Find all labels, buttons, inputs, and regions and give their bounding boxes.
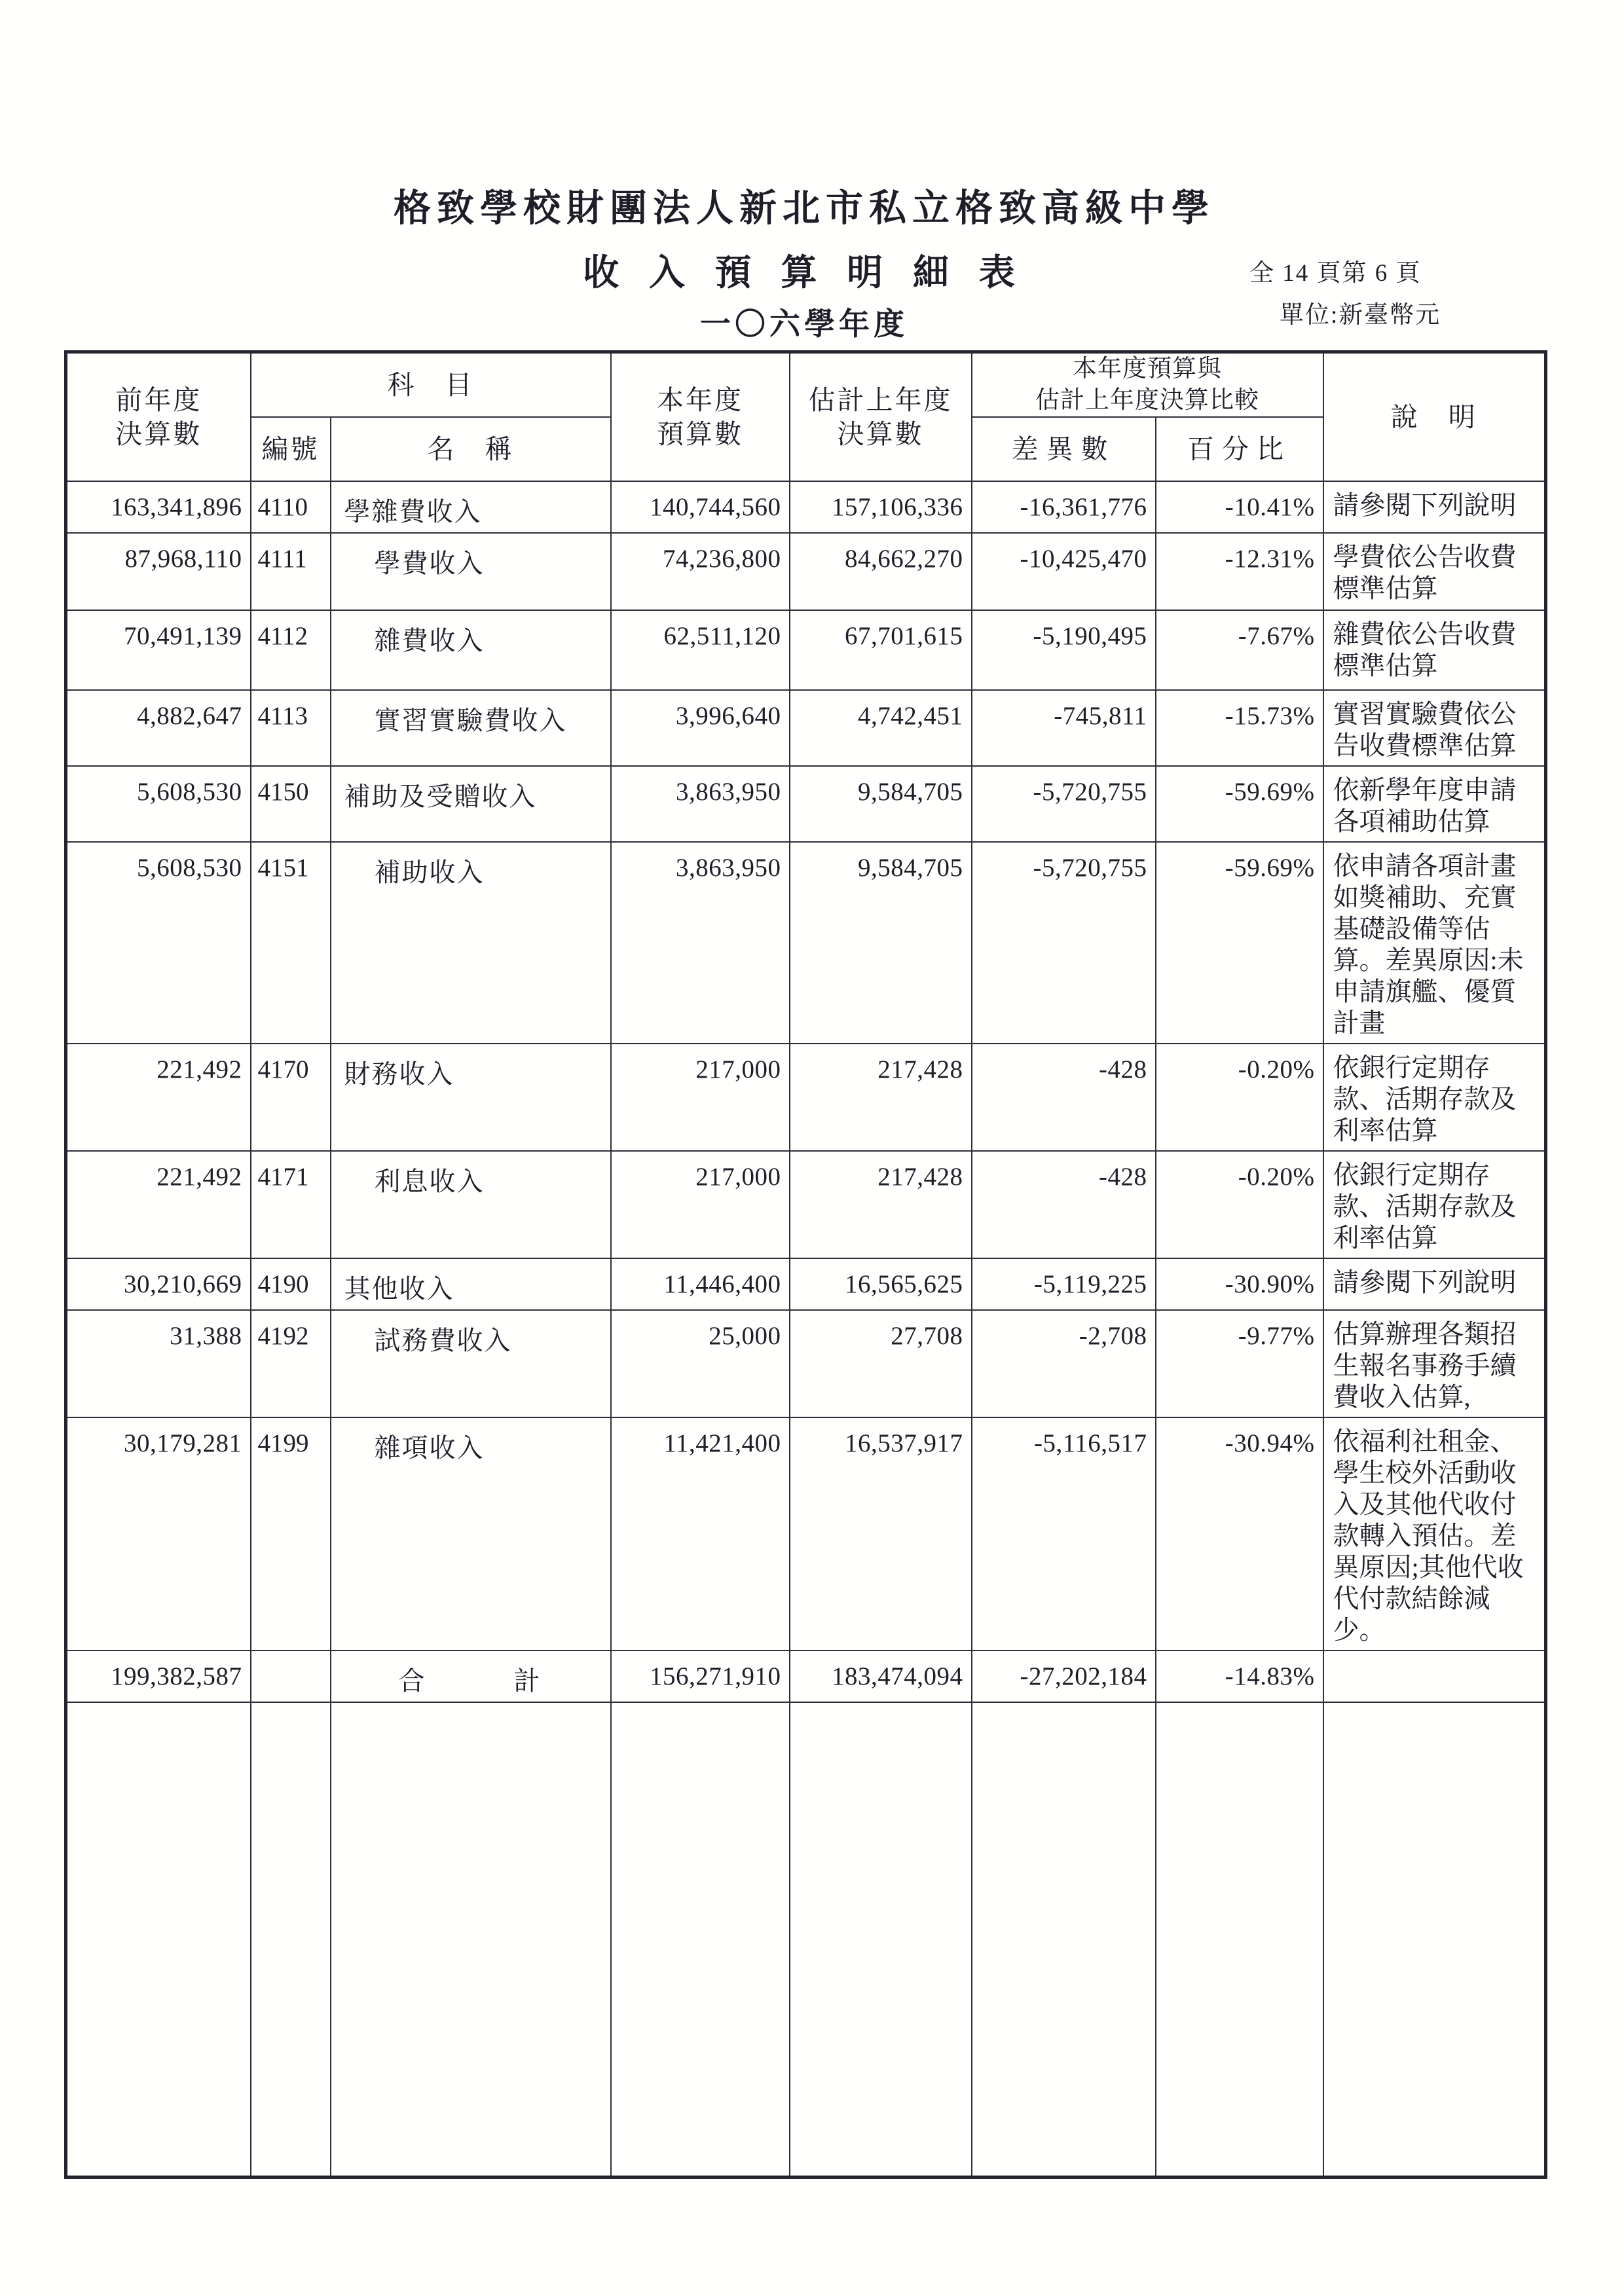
cell-empty: [1156, 1702, 1323, 2177]
cell-prev-final: 5,608,530: [66, 766, 251, 842]
cell-prev-final: 221,492: [66, 1044, 251, 1151]
table-row-4150: [66, 766, 1546, 842]
table-row-4113: [66, 690, 1546, 766]
header-est-prev: [790, 352, 972, 482]
cell-prev-final: 163,341,896: [66, 481, 251, 533]
cell-code: 4151: [251, 842, 331, 1044]
header-pct: 百分比: [1156, 417, 1323, 481]
cell-name: 雜費收入: [331, 610, 611, 690]
cell-note: 依申請各項計畫如獎補助、充實基礎設備等估算。差異原因:未申請旗艦、優質計畫: [1323, 842, 1546, 1044]
cell-est: 217,428: [790, 1044, 972, 1151]
cell-name: 試務費收入: [331, 1310, 611, 1417]
page-indicator: 全 14 頁第 6 頁: [1249, 260, 1422, 287]
cell-note: 依新學年度申請各項補助估算: [1323, 766, 1546, 842]
table-row-4171: [66, 1151, 1546, 1258]
cell-note: 估算辦理各類招生報名事務手續費收入估算,: [1323, 1310, 1546, 1417]
table-row-4151: [66, 842, 1546, 1044]
cell-prev-final: 31,388: [66, 1310, 251, 1417]
cell-budget: 3,863,950: [611, 766, 790, 842]
cell-est: 67,701,615: [790, 610, 972, 690]
cell-name: 實習實驗費收入: [331, 690, 611, 766]
cell-code: 4199: [251, 1417, 331, 1650]
cell-empty: [790, 1702, 972, 2177]
cell-diff: -5,190,495: [972, 610, 1156, 690]
header-est-prev-line2: 決算數: [837, 419, 924, 449]
cell-code: 4113: [251, 690, 331, 766]
header-note: 說 明: [1323, 352, 1546, 482]
cell-budget: 11,446,400: [611, 1258, 790, 1310]
cell-prev-final: 199,382,587: [66, 1650, 251, 1702]
cell-budget: 3,996,640: [611, 690, 790, 766]
cell-budget: 3,863,950: [611, 842, 790, 1044]
header-prev-year: [66, 352, 251, 482]
header-prev-year-line2: 決算數: [115, 419, 202, 449]
header-current-budget: [611, 352, 790, 482]
cell-pct: -0.20%: [1156, 1044, 1323, 1151]
cell-budget: 217,000: [611, 1044, 790, 1151]
cell-prev-final: 87,968,110: [66, 533, 251, 610]
cell-diff: -5,720,755: [972, 766, 1156, 842]
header-row-top: [66, 352, 1546, 418]
cell-empty: [331, 1702, 611, 2177]
cell-prev-final: 30,179,281: [66, 1417, 251, 1650]
cell-prev-final: 221,492: [66, 1151, 251, 1258]
cell-code: 4110: [251, 481, 331, 533]
cell-budget: 62,511,120: [611, 610, 790, 690]
cell-note: 雜費依公告收費標準估算: [1323, 610, 1546, 690]
table-row-empty: [66, 1702, 1546, 2177]
cell-empty: [611, 1702, 790, 2177]
cell-est: 183,474,094: [790, 1650, 972, 1702]
page-meta: [1249, 253, 1441, 337]
cell-code: 4190: [251, 1258, 331, 1310]
cell-pct: -15.73%: [1156, 690, 1323, 766]
table-row-4110: [66, 481, 1546, 533]
academic-year: 一〇六學年度: [700, 308, 908, 342]
header-comparison-line2: 估計上年度決算比較: [1035, 387, 1259, 414]
cell-pct: -59.69%: [1156, 766, 1323, 842]
cell-prev-final: 30,210,669: [66, 1258, 251, 1310]
cell-diff: -428: [972, 1044, 1156, 1151]
header-prev-year-line1: 前年度: [115, 385, 202, 415]
cell-diff: -5,119,225: [972, 1258, 1156, 1310]
table-row-4192: [66, 1310, 1546, 1417]
cell-pct: -30.94%: [1156, 1417, 1323, 1650]
cell-name: 補助及受贈收入: [331, 766, 611, 842]
cell-diff: -5,720,755: [972, 842, 1156, 1044]
cell-empty: [251, 1702, 331, 2177]
cell-budget: 11,421,400: [611, 1417, 790, 1650]
cell-pct: -59.69%: [1156, 842, 1323, 1044]
table-row-4190: [66, 1258, 1546, 1310]
cell-note: 依銀行定期存款、活期存款及利率估算: [1323, 1044, 1546, 1151]
cell-code: 4171: [251, 1151, 331, 1258]
cell-name: 其他收入: [331, 1258, 611, 1310]
header-name: 名 稱: [331, 417, 611, 481]
cell-name: 學費收入: [331, 533, 611, 610]
cell-code: [251, 1650, 331, 1702]
cell-est: 27,708: [790, 1310, 972, 1417]
report-title: 收 入 預 算 明 細 表: [583, 253, 1025, 293]
cell-budget: 25,000: [611, 1310, 790, 1417]
header-comparison: [972, 352, 1323, 418]
cell-est: 4,742,451: [790, 690, 972, 766]
cell-name: 財務收入: [331, 1044, 611, 1151]
cell-diff: -10,425,470: [972, 533, 1156, 610]
header-current-budget-line1: 本年度: [657, 385, 743, 415]
cell-est: 157,106,336: [790, 481, 972, 533]
cell-code: 4111: [251, 533, 331, 610]
cell-pct: -30.90%: [1156, 1258, 1323, 1310]
cell-pct: -12.31%: [1156, 533, 1323, 610]
cell-est: 9,584,705: [790, 842, 972, 1044]
unit-label: 單位:新臺幣元: [1280, 302, 1441, 329]
cell-diff: -27,202,184: [972, 1650, 1156, 1702]
cell-est: 16,565,625: [790, 1258, 972, 1310]
cell-est: 16,537,917: [790, 1417, 972, 1650]
cell-name: 利息收入: [331, 1151, 611, 1258]
header-est-prev-line1: 估計上年度: [808, 385, 953, 415]
cell-code: 4150: [251, 766, 331, 842]
cell-name: 學雜費收入: [331, 481, 611, 533]
cell-prev-final: 70,491,139: [66, 610, 251, 690]
cell-est: 217,428: [790, 1151, 972, 1258]
cell-note: 依福利社租金、學生校外活動收入及其他代收付款轉入預估。差異原因;其他代收代付款結餘減少。: [1323, 1417, 1546, 1650]
cell-empty: [972, 1702, 1156, 2177]
cell-budget: 140,744,560: [611, 481, 790, 533]
cell-note: 學費依公告收費標準估算: [1323, 533, 1546, 610]
cell-pct: -9.77%: [1156, 1310, 1323, 1417]
header-diff: 差異數: [972, 417, 1156, 481]
budget-table: [64, 350, 1547, 2179]
cell-est: 9,584,705: [790, 766, 972, 842]
school-name: 格致學校財團法人新北市私立格致高級中學: [394, 188, 1215, 229]
header-comparison-line1: 本年度預算與: [1073, 355, 1222, 382]
cell-code: 4170: [251, 1044, 331, 1151]
cell-diff: -2,708: [972, 1310, 1156, 1417]
header-current-budget-line2: 預算數: [657, 419, 743, 449]
cell-pct: -14.83%: [1156, 1650, 1323, 1702]
cell-pct: -0.20%: [1156, 1151, 1323, 1258]
cell-diff: -428: [972, 1151, 1156, 1258]
table-row-4170: [66, 1044, 1546, 1151]
cell-name: 補助收入: [331, 842, 611, 1044]
cell-prev-final: 5,608,530: [66, 842, 251, 1044]
cell-prev-final: 4,882,647: [66, 690, 251, 766]
cell-note: 請參閱下列說明: [1323, 481, 1546, 533]
cell-name: 雜項收入: [331, 1417, 611, 1650]
header-code: 編號: [251, 417, 331, 481]
cell-note: 依銀行定期存款、活期存款及利率估算: [1323, 1151, 1546, 1258]
table-row-4111: [66, 533, 1546, 610]
cell-note: 實習實驗費依公告收費標準估算: [1323, 690, 1546, 766]
table-row-total: [66, 1650, 1546, 1702]
table-row-4112: [66, 610, 1546, 690]
cell-diff: -5,116,517: [972, 1417, 1156, 1650]
cell-note: [1323, 1650, 1546, 1702]
table-row-4199: [66, 1417, 1546, 1650]
cell-note: 請參閱下列說明: [1323, 1258, 1546, 1310]
cell-budget: 74,236,800: [611, 533, 790, 610]
cell-empty: [66, 1702, 251, 2177]
cell-diff: -745,811: [972, 690, 1156, 766]
cell-pct: -10.41%: [1156, 481, 1323, 533]
cell-empty: [1323, 1702, 1546, 2177]
cell-pct: -7.67%: [1156, 610, 1323, 690]
cell-code: 4112: [251, 610, 331, 690]
cell-budget: 217,000: [611, 1151, 790, 1258]
cell-budget: 156,271,910: [611, 1650, 790, 1702]
header-subject: 科 目: [251, 352, 611, 418]
cell-code: 4192: [251, 1310, 331, 1417]
cell-name-total: 合 計: [331, 1650, 611, 1702]
cell-est: 84,662,270: [790, 533, 972, 610]
cell-diff: -16,361,776: [972, 481, 1156, 533]
